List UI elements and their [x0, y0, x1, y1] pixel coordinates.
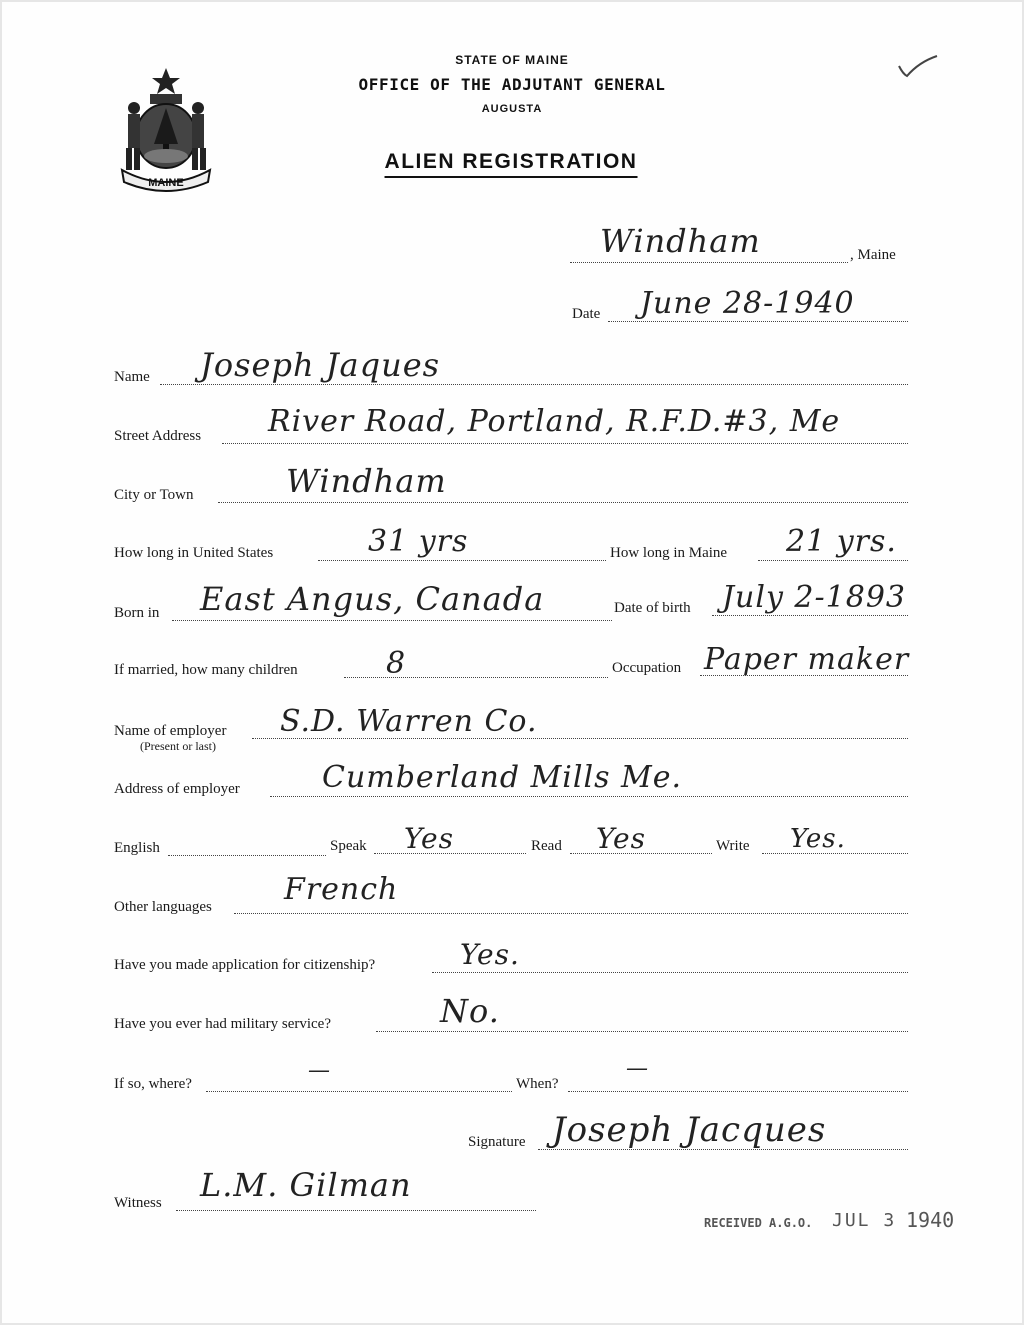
received-stamp-year: 1940: [906, 1208, 955, 1232]
occupation-label: Occupation: [612, 660, 682, 676]
received-stamp-label: RECEIVED A.G.O.: [704, 1216, 813, 1230]
born-in-value: East Angus, Canada: [200, 580, 545, 618]
read-label: Read: [531, 838, 562, 854]
children-line: [344, 677, 608, 678]
citizenship-value: Yes.: [460, 938, 520, 971]
maine-state-seal-icon: [112, 66, 220, 196]
write-value: Yes.: [790, 824, 846, 854]
name-label: Name: [114, 369, 150, 385]
date-of-birth-label: Date of birth: [614, 600, 691, 616]
citizenship-label: Have you made application for citizenship?: [114, 957, 376, 973]
witness-label: Witness: [114, 1195, 162, 1211]
street-address-line: [222, 443, 908, 444]
date-value: June 28-1940: [640, 286, 855, 321]
witness-line: [176, 1210, 536, 1211]
employer-sublabel: (Present or last): [140, 739, 216, 753]
seal-label: MAINE: [148, 177, 184, 189]
town-line: [570, 262, 848, 263]
employer-label: Name of employer: [114, 723, 227, 739]
signature-value: Joseph Jacques: [552, 1110, 827, 1150]
street-address-label: Street Address: [114, 428, 202, 444]
children-label: If married, how many children: [114, 662, 298, 678]
when-value: —: [626, 1056, 649, 1081]
employer-address-label: Address of employer: [114, 781, 240, 797]
header-state: STATE OF MAINE: [455, 53, 569, 67]
date-of-birth-line: [712, 615, 908, 616]
other-languages-line: [234, 913, 908, 914]
military-line: [376, 1031, 908, 1032]
children-value: 8: [386, 646, 407, 681]
when-line: [568, 1091, 908, 1092]
received-stamp-date: JUL 3: [832, 1210, 897, 1231]
street-address-value: River Road, Portland, R.F.D.#3, Me: [268, 404, 841, 439]
maine-duration-value: 21 yrs.: [786, 524, 897, 559]
speak-label: Speak: [330, 838, 367, 854]
us-duration-value: 31 yrs: [368, 524, 469, 559]
maine-duration-line: [758, 560, 908, 561]
date-label: Date: [572, 306, 601, 322]
witness-value: L.M. Gilman: [200, 1166, 412, 1204]
us-duration-line: [318, 560, 606, 561]
employer-value: S.D. Warren Co.: [280, 704, 538, 739]
city-value: Windham: [286, 462, 447, 500]
maine-label: , Maine: [850, 247, 896, 263]
when-label: When?: [516, 1076, 559, 1092]
town-value: Windham: [600, 222, 761, 260]
city-line: [218, 502, 908, 503]
english-line: [168, 855, 326, 856]
check-mark-icon: [895, 52, 940, 82]
write-label: Write: [716, 838, 750, 854]
where-value: —: [308, 1058, 331, 1083]
military-label: Have you ever had military service?: [114, 1016, 331, 1032]
header-office: OFFICE OF THE ADJUTANT GENERAL: [358, 75, 666, 94]
name-line: [160, 384, 908, 385]
occupation-value: Paper maker: [704, 642, 910, 677]
employer-address-line: [270, 796, 908, 797]
born-in-label: Born in: [114, 605, 160, 621]
maine-duration-label: How long in Maine: [610, 545, 728, 561]
header-city: AUGUSTA: [481, 103, 543, 115]
city-label: City or Town: [114, 487, 194, 503]
born-in-line: [172, 620, 612, 621]
date-line: [608, 321, 908, 322]
date-of-birth-value: July 2-1893: [722, 580, 906, 615]
where-label: If so, where?: [114, 1076, 192, 1092]
citizenship-line: [432, 972, 908, 973]
english-label: English: [114, 840, 160, 856]
us-duration-label: How long in United States: [114, 545, 274, 561]
where-line: [206, 1091, 512, 1092]
speak-value: Yes: [404, 822, 454, 855]
form-title: ALIEN REGISTRATION: [385, 150, 638, 178]
name-value: Joseph Jaques: [200, 346, 441, 384]
other-languages-value: French: [284, 872, 399, 907]
military-value: No.: [440, 992, 500, 1030]
signature-label: Signature: [468, 1134, 526, 1150]
read-value: Yes: [596, 822, 646, 855]
other-languages-label: Other languages: [114, 899, 212, 915]
employer-address-value: Cumberland Mills Me.: [322, 760, 683, 795]
